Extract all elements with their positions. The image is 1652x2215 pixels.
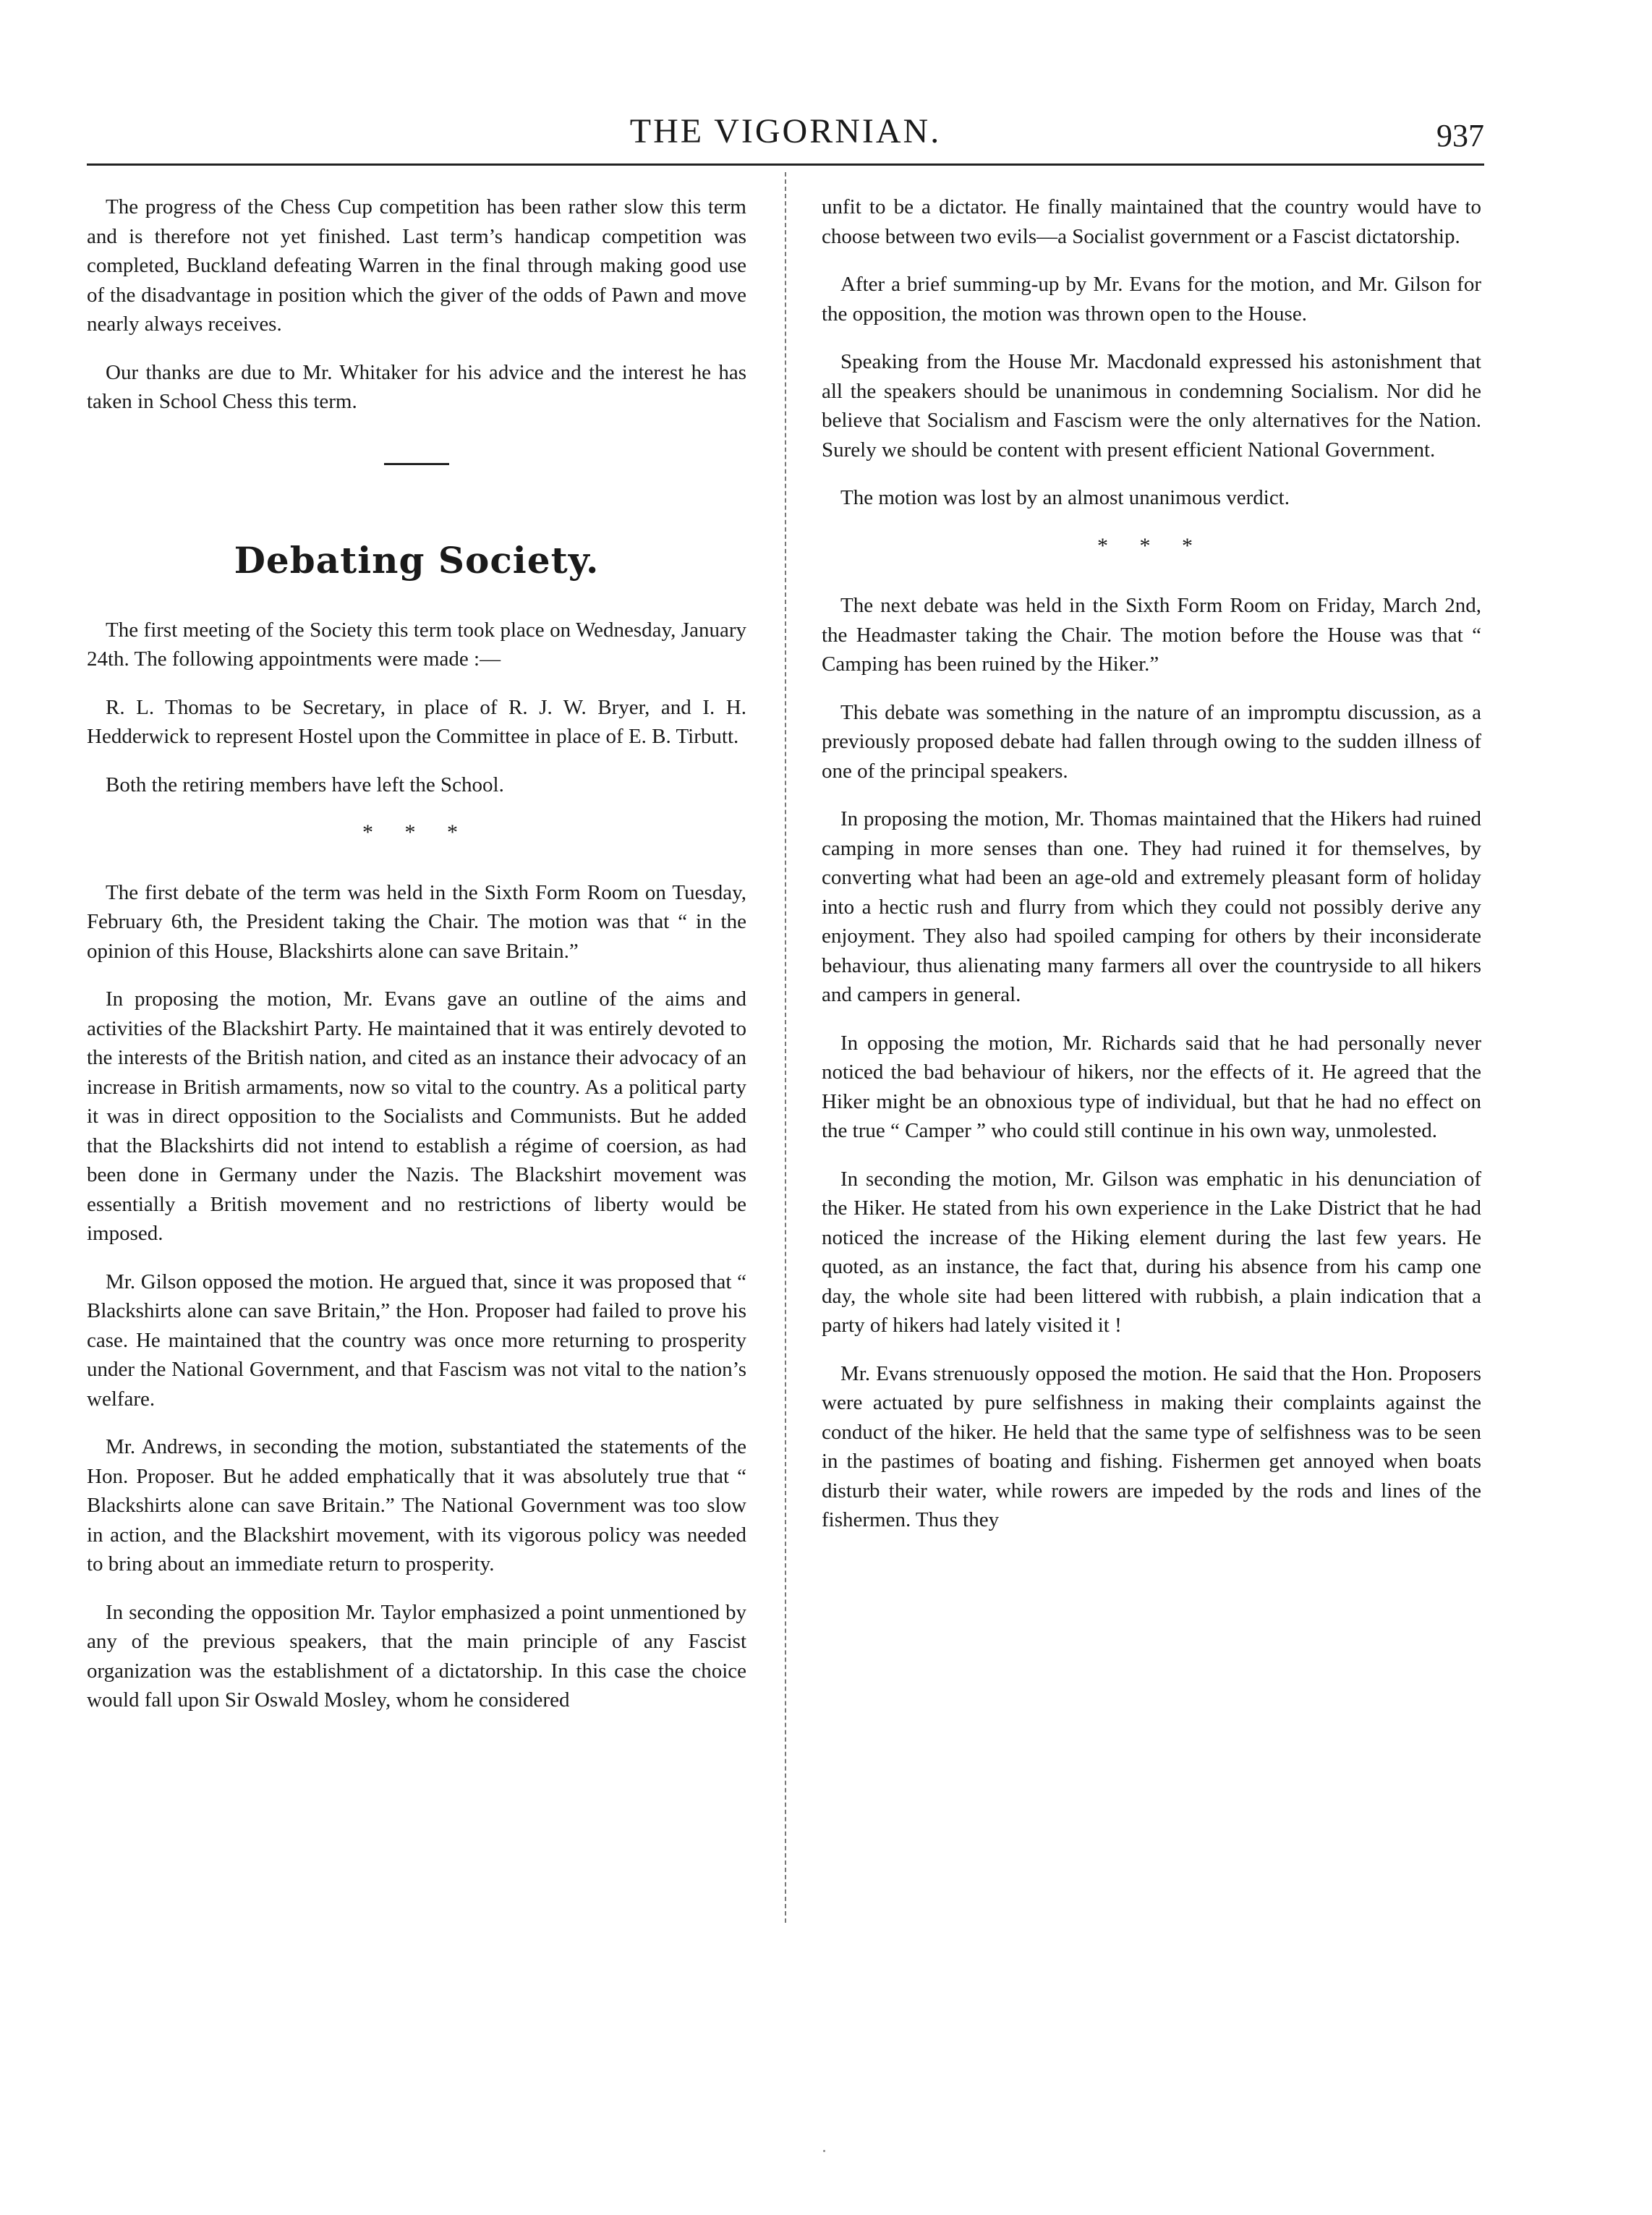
right-column	[822, 192, 1481, 1554]
column-divider	[785, 172, 786, 1923]
asterism-separator: * * *	[1097, 533, 1206, 558]
motion-lost-paragraph: The motion was lost by an almost unanimous verdict.	[840, 486, 1290, 509]
chess-paragraph: The progress of the Chess Cup competition has been rather slow this term and is therefore not yet finished. Last term’s handicap competition was completed, Buckland defeating Warren in the final through making good use of the disadvantage in position which the giver of the odds of Pawn and move nearly always receives.	[87, 195, 746, 336]
taylor-seconding-paragraph: In seconding the opposition Mr. Taylor emphasized a point unmentioned by any of the previous speakers, that the main principle of any Fascist organization was the establishment of a dictatorship. In this case the choice would fall upon Sir Oswald Mosley, whom he considered	[87, 1600, 746, 1712]
section-heading-debating-society: Debating Society.	[234, 538, 600, 582]
thomas-proposal-paragraph: In proposing the motion, Mr. Thomas maintained that the Hikers had ruined camping in more senses than one. They had ruined it for themselves, by converting what had been an age-old and extremely pleasant form of holiday into a hectic rush and flurry from which they could not possibly derive any enjoyment. They also had spoiled camping for others by their inconsiderate behaviour, thus alienating many farmers all over the countryside to all hikers and campers in general.	[822, 807, 1481, 1006]
gilson-opposition-paragraph: Mr. Gilson opposed the motion. He argued that, since it was proposed that “ Blackshirts alone can save Britain,” the Hon. Proposer had failed to prove his case. He maintained that the country was once more returning to prosperity under the National Government, and that Fascism was not vital to the nation’s welfare.	[87, 1270, 746, 1411]
richards-opposition-paragraph: In opposing the motion, Mr. Richards said that he had personally never noticed the bad behaviour of hikers, nor the effects of it. He agreed that the Hiker might be an obnoxious type of individual, but that he had no effect on the true “ Camper ” who could still continue in his own way, unmolested.	[822, 1031, 1481, 1142]
andrews-seconding-paragraph: Mr. Andrews, in seconding the motion, substantiated the statements of the Hon. Proposer. But he added emphatically that it was absolutely true that “ Blackshirts alone can save Britain.” The National Government was too slow in action, and the Blackshirt movement, with its vigorous policy was needed to bring about an immediate return to prosperity.	[87, 1435, 746, 1576]
print-speck	[823, 2150, 825, 2152]
evans-opposition-paragraph: Mr. Evans strenuously opposed the motion. He said that the Hon. Proposers were actuated by pure selfishness in making their complaints against the conduct of the hiker. He held that the same type of selfishness was to be seen in the pastimes of boating and fishing. Fishermen get annoyed when boats disturb their water, while rowers are impeded by the rods and lines of the fishermen. Thus they	[822, 1361, 1481, 1531]
section-separator-rule	[384, 463, 449, 465]
masthead	[87, 109, 1484, 159]
asterism-separator: * * *	[362, 820, 471, 844]
page-number: 937	[1436, 118, 1484, 153]
impromptu-paragraph: This debate was something in the nature of an impromptu discussion, as a previously proposed debate had fallen through owing to the sudden illness of one of the principal speakers.	[822, 700, 1481, 783]
first-debate-paragraph: The first debate of the term was held in the Sixth Form Room on Tuesday, February 6th, the President taking the Chair. The motion was that “ in the opinion of this House, Blackshirts alone can save Britain.”	[87, 880, 746, 963]
gilson-seconding-paragraph: In seconding the motion, Mr. Gilson was emphatic in his denunciation of the Hiker. He stated from his own experience in the Lake District that he had noticed the increase of the Hiking element during the last few years. He quoted, as an instance, the fact that, during his absence from his camp one day, the whole site had been littered with rubbish, a plain indication that a party of hikers had lately visited it !	[822, 1167, 1481, 1337]
appointments-paragraph: R. L. Thomas to be Secretary, in place of R. J. W. Bryer, and I. H. Hedderwick to represent Hostel upon the Committee in place of E. B. Tirbutt.	[87, 695, 746, 748]
evans-proposal-paragraph: In proposing the motion, Mr. Evans gave an outline of the aims and activities of the Blackshirt Party. He maintained that it was entirely devoted to the interests of the British nation, and cited as an instance their advocacy of an increase in British armaments, now so vital to the country. As a political party it was in direct opposition to the Socialists and Communists. But he added that the Blackshirts did not intend to establish a régime of coersion, as had been done in Germany under the Nazis. The Blackshirt movement was essentially a British movement and no restrictions of liberty would be imposed.	[87, 987, 746, 1245]
publication-title: THE VIGORNIAN.	[629, 112, 942, 150]
next-debate-paragraph: The next debate was held in the Sixth Form Room on Friday, March 2nd, the Headmaster taking the Chair. The motion before the House was that “ Camping has been ruined by the Hiker.”	[822, 594, 1481, 676]
first-meeting-paragraph: The first meeting of the Society this term took place on Wednesday, January 24th. The following appointments were made :—	[87, 618, 746, 671]
left-column	[87, 192, 746, 1734]
summing-up-paragraph: After a brief summing-up by Mr. Evans for the motion, and Mr. Gilson for the opposition, the motion was thrown open to the House.	[822, 273, 1481, 326]
header-rule	[87, 163, 1484, 166]
taylor-continued-paragraph: unfit to be a dictator. He finally maintained that the country would have to choose between two evils—a Socialist government or a Fascist dictatorship.	[822, 195, 1481, 248]
chess-thanks-paragraph: Our thanks are due to Mr. Whitaker for his advice and the interest he has taken in School Chess this term.	[87, 360, 746, 413]
retiring-members-paragraph: Both the retiring members have left the School.	[106, 773, 504, 796]
macdonald-paragraph: Speaking from the House Mr. Macdonald expressed his astonishment that all the speakers should be unanimous in condemning Socialism. Nor did he believe that Socialism and Fascism were the only alternatives for the Nation. Surely we should be content with present efficient National Government.	[822, 350, 1481, 462]
